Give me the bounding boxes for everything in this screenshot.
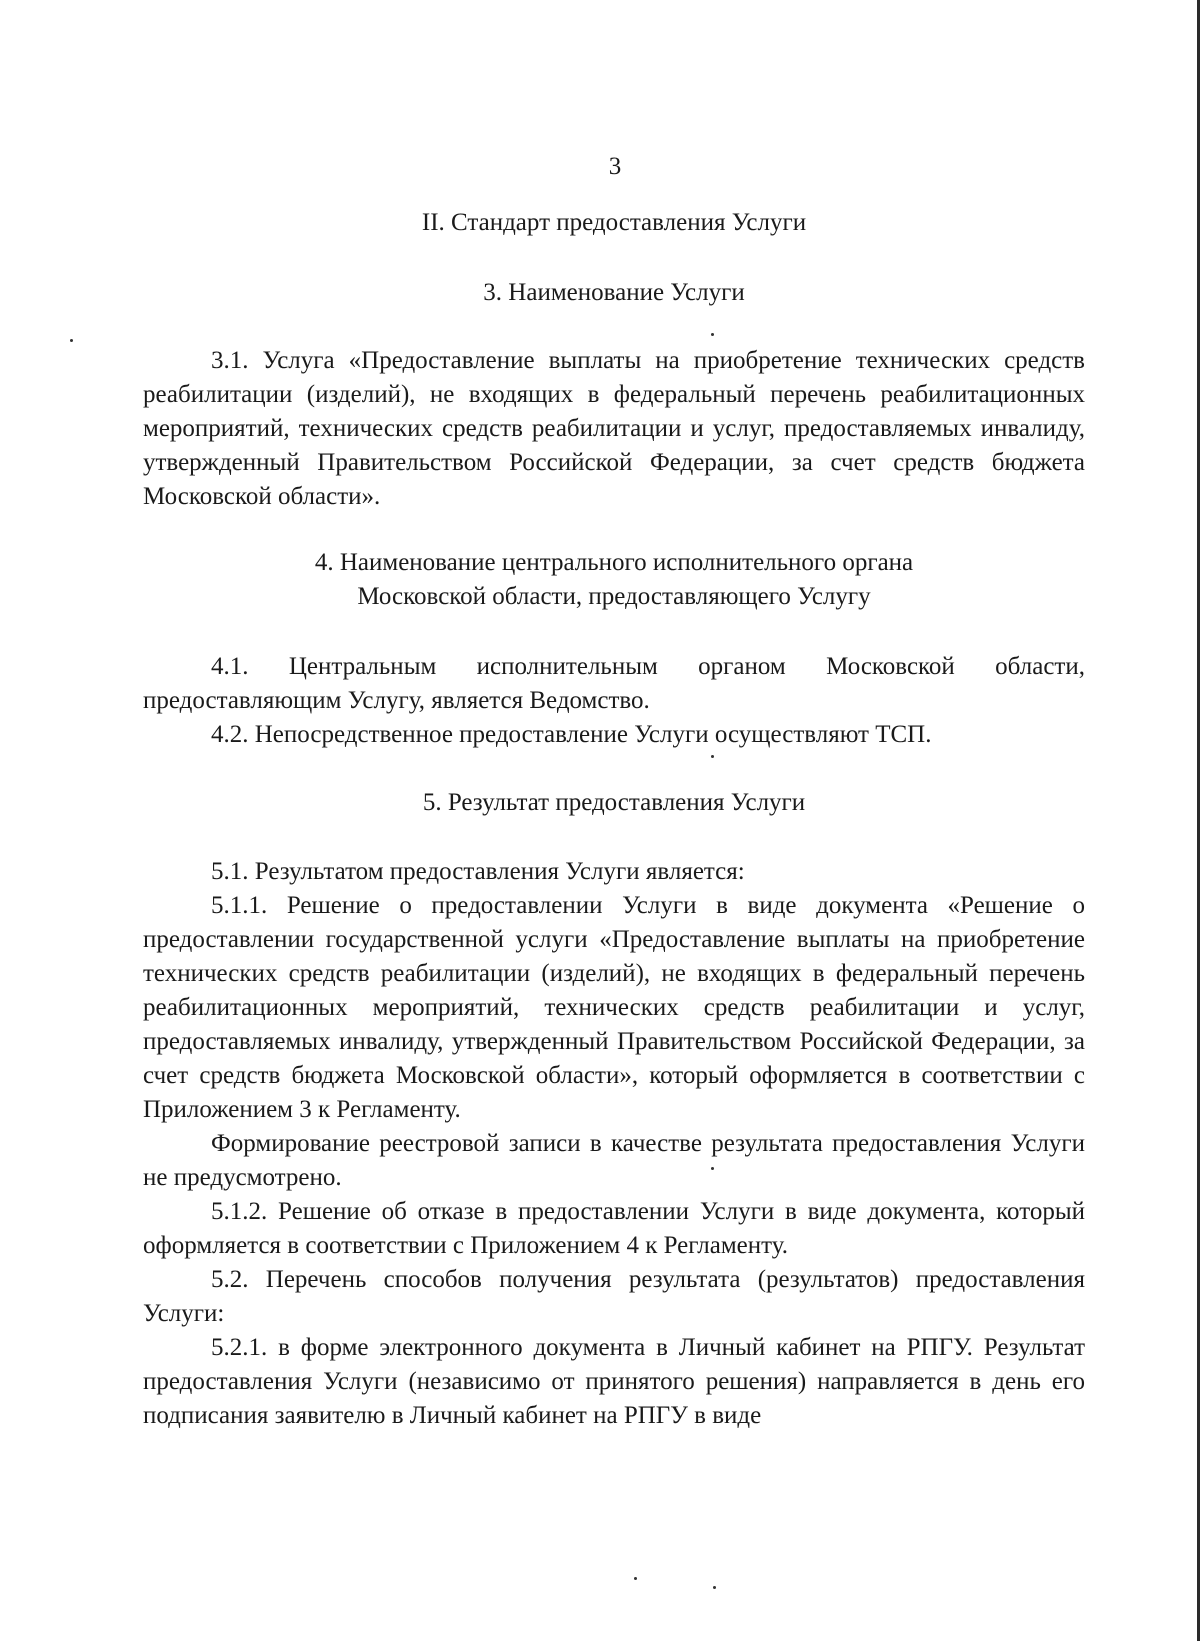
paragraph-5-1-2: 5.1.2. Решение об отказе в предоставлении Услуги в виде документа, который оформляется в соответствии с Приложением 4 к Регламенту.: [143, 1198, 1085, 1259]
scan-speck: [713, 1586, 716, 1589]
scan-speck: [711, 755, 714, 758]
paragraph-3-1: [143, 344, 1085, 514]
paragraph-4-1: 4.1. Центральным исполнительным органом Московской области, предоставляющим Услугу, является Ведомство.: [143, 653, 1085, 714]
scan-speck: [70, 339, 73, 342]
heading-4-line-1: 4. Наименование центрального исполнительного органа: [314, 549, 914, 576]
heading-4: [143, 546, 1085, 614]
heading-5: 5. Результат предоставления Услуги: [422, 789, 806, 816]
section-4-body: [143, 650, 1085, 752]
scan-speck: [711, 1167, 714, 1170]
heading-4-line-2: Московской области, предоставляющего Услугу: [357, 583, 871, 610]
section-title: II. Стандарт предоставления Услуги: [421, 209, 807, 236]
paragraph-5-2: 5.2. Перечень способов получения результата (результатов) предоставления Услуги:: [143, 1266, 1085, 1327]
scan-speck: [711, 333, 714, 336]
paragraph-5-1-1: 5.1.1. Решение о предоставлении Услуги в виде документа «Решение о предоставлении государственной услуги «Предоставление выплаты на приобретение технических средств реабилитации (изделий), не входящих в федеральный перечень реабилитационных мероприятий, технических средств реабилитации и услуг, предоставляемых инвалиду, утвержденный Правительством Российской Федерации, за счет средств бюджета Московской области», который оформляется в соответствии с Приложением 3 к Регламенту.: [143, 892, 1085, 1123]
page-number: 3: [608, 153, 622, 180]
paragraph-5-2-1: 5.2.1. в форме электронного документа в Личный кабинет на РПГУ. Результат предоставления Услуги (независимо от принятого решения) направляется в день его подписания заявителю в Личный кабинет на РПГУ в виде: [143, 1334, 1085, 1429]
heading-3: 3. Наименование Услуги: [483, 279, 745, 306]
paragraph-text: 3.1. Услуга «Предоставление выплаты на приобретение технических средств реабилитации (изделий), не входящих в федеральный перечень реабилитационных мероприятий, технических средств реабилитации и услуг, предоставляемых инвалиду, утвержденный Правительством Российской Федерации, за счет средств бюджета Московской области».: [143, 347, 1085, 510]
scan-speck: [634, 1577, 637, 1580]
paragraph-4-2: 4.2. Непосредственное предоставление Услуги осуществляют ТСП.: [211, 721, 932, 748]
paragraph-registry-note: Формирование реестровой записи в качестве результата предоставления Услуги не предусмотрено.: [143, 1130, 1085, 1191]
paragraph-5-1: 5.1. Результатом предоставления Услуги является:: [211, 858, 745, 885]
section-5-body: [143, 855, 1085, 1433]
